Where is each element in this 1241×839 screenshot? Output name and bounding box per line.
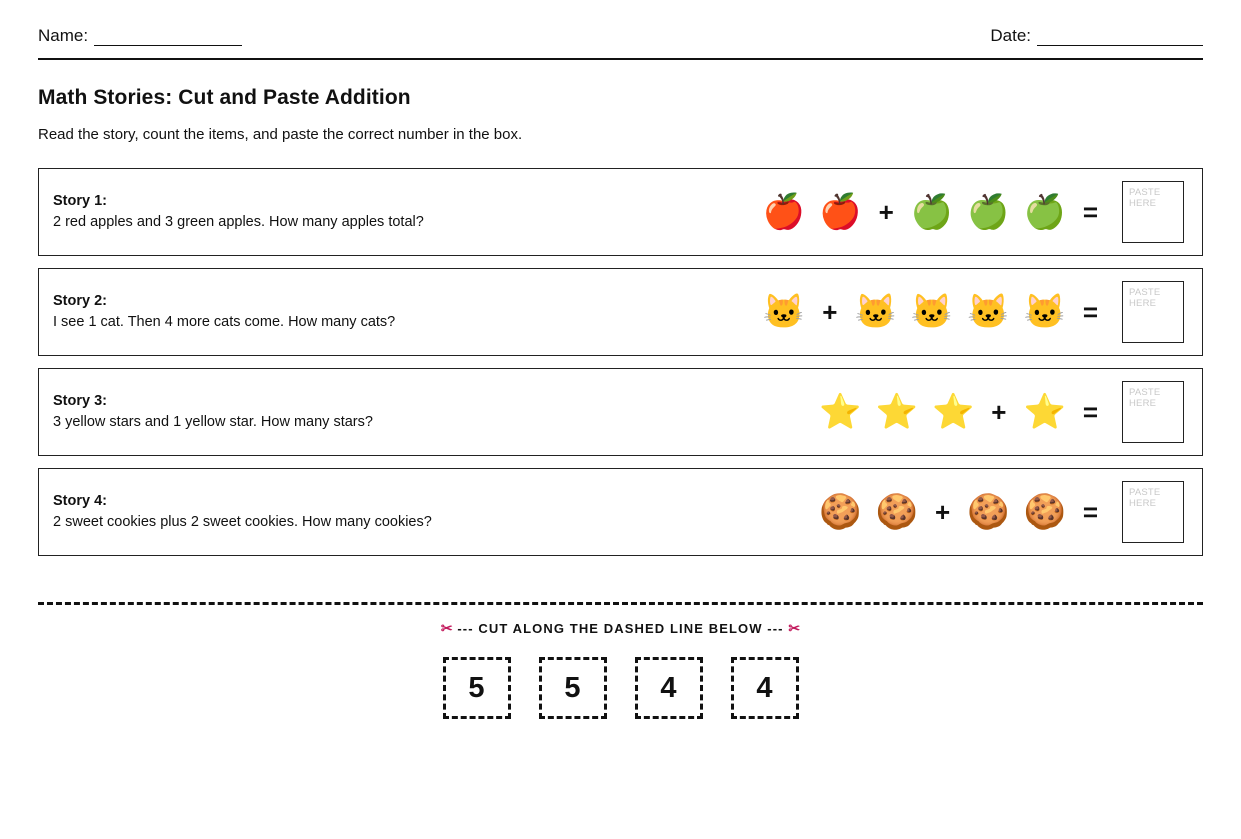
cat-icon: 🐱 — [762, 293, 806, 331]
paste-box-line2: HERE — [1129, 297, 1157, 309]
cut-caption-text: --- CUT ALONG THE DASHED LINE BELOW --- — [457, 621, 784, 636]
equation — [483, 181, 1184, 243]
cookie-icon: 🍪 — [1023, 493, 1066, 531]
paste-box-line1: PASTE — [1129, 187, 1161, 198]
apple-green-icon: 🍏 — [910, 193, 954, 231]
cat-icon: 🐱 — [854, 293, 897, 331]
equation — [483, 481, 1184, 543]
date-input-line[interactable] — [1037, 31, 1203, 46]
equals-operator: = — [1082, 397, 1098, 427]
plus-operator: + — [878, 197, 894, 227]
paste-box-line2: HERE — [1129, 397, 1157, 409]
star-icon: ⭐ — [1023, 393, 1066, 431]
paste-box-line2: HERE — [1129, 197, 1157, 209]
star-icon: ⭐ — [875, 393, 918, 431]
scissors-icon: ✂ — [440, 620, 453, 636]
cookie-icon: 🍪 — [819, 493, 862, 531]
plus-operator: + — [822, 297, 838, 327]
apple-red-icon: 🍎 — [819, 193, 862, 231]
story-body: 3 yellow stars and 1 yellow star. How many stars? — [53, 414, 373, 430]
story-label: Story 2: — [53, 293, 107, 310]
paste-here-box[interactable] — [1122, 181, 1184, 243]
equals-operator: = — [1082, 297, 1098, 327]
star-icon: ⭐ — [931, 393, 975, 431]
equals-operator: = — [1082, 197, 1098, 227]
story-text — [53, 392, 483, 431]
scissors-icon: ✂ — [788, 620, 801, 636]
plus-operator: + — [991, 397, 1007, 427]
apple-red-icon: 🍎 — [762, 193, 806, 231]
paste-here-box[interactable] — [1122, 281, 1184, 343]
paste-box-line1: PASTE — [1129, 287, 1161, 298]
number-card[interactable]: 4 — [635, 657, 703, 719]
date-label: Date: — [990, 26, 1031, 45]
number-card[interactable]: 5 — [443, 657, 511, 719]
plus-operator: + — [934, 497, 951, 527]
story-row — [38, 268, 1203, 356]
name-input-line[interactable] — [94, 31, 242, 46]
story-body: 2 sweet cookies plus 2 sweet cookies. How many cookies? — [53, 514, 432, 530]
apple-green-icon: 🍏 — [967, 193, 1010, 231]
equation — [483, 381, 1184, 443]
number-cards-row — [38, 657, 1203, 719]
story-label: Story 1: — [53, 193, 107, 210]
paste-here-box[interactable] — [1122, 381, 1184, 443]
apple-green-icon: 🍏 — [1023, 193, 1066, 231]
story-text — [53, 292, 483, 331]
story-row — [38, 468, 1203, 556]
equation — [483, 281, 1184, 343]
cookie-icon: 🍪 — [967, 493, 1010, 531]
page-title: Math Stories: Cut and Paste Addition — [38, 86, 411, 109]
number-card[interactable]: 5 — [539, 657, 607, 719]
story-body: 2 red apples and 3 green apples. How many apples total? — [53, 214, 424, 230]
cookie-icon: 🍪 — [875, 493, 918, 531]
paste-here-box[interactable] — [1122, 481, 1184, 543]
story-text — [53, 192, 483, 231]
story-row — [38, 168, 1203, 256]
cut-dashed-line — [38, 602, 1203, 605]
instructions-text: Read the story, count the items, and paste the correct number in the box. — [38, 126, 523, 143]
cat-icon: 🐱 — [967, 293, 1010, 331]
name-field-group — [38, 26, 242, 46]
header-divider — [38, 58, 1203, 60]
paste-box-line2: HERE — [1129, 497, 1157, 509]
story-text — [53, 492, 483, 531]
name-date-row — [38, 26, 1203, 52]
story-label: Story 4: — [53, 493, 107, 510]
stories-list — [38, 168, 1203, 556]
paste-box-line1: PASTE — [1129, 387, 1161, 398]
story-row — [38, 368, 1203, 456]
number-card[interactable]: 4 — [731, 657, 799, 719]
story-body: I see 1 cat. Then 4 more cats come. How many cats? — [53, 314, 396, 330]
star-icon: ⭐ — [819, 393, 862, 431]
equals-operator: = — [1082, 497, 1098, 527]
story-label: Story 3: — [53, 393, 107, 410]
cat-icon: 🐱 — [910, 293, 954, 331]
cat-icon: 🐱 — [1023, 293, 1066, 331]
date-field-group — [990, 26, 1203, 46]
paste-box-line1: PASTE — [1129, 487, 1161, 498]
name-label: Name: — [38, 26, 89, 45]
cut-caption — [38, 620, 1203, 637]
